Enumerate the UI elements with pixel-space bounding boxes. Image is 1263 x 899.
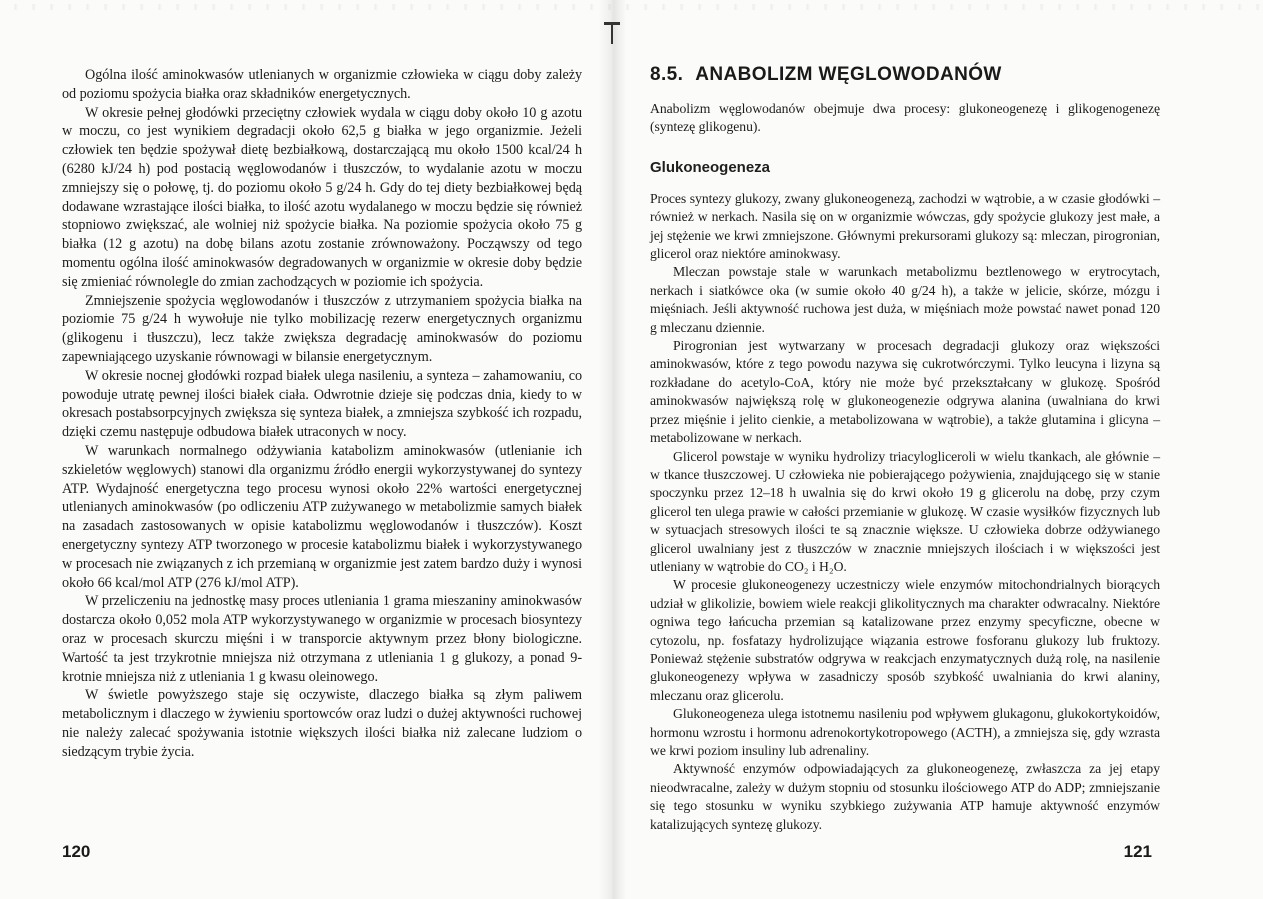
left-paragraph-7: W świetle powyższego staje się oczywiste, dlaczego białka są złym paliwem metabolicznym i dlaczego w żywieniu sportowców oraz ludzi o dużej aktywności ruchowej nie należy zalecać spożywania istotnie większych ilości białka niż zalecane ludziom o siedzącym trybie życia. xyxy=(62,687,582,760)
left-paragraph-5: W warunkach normalnego odżywiania katabolizm aminokwasów (utlenianie ich szkieletów węglowych) stanowi dla organizmu źródło energii wykorzystywanej do syntezy ATP. Wydajność energetyczna tego procesu wynosi około 22% wartości energetycznej utlenianych aminokwasów (po odliczeniu ATP zużywanego w metabolizmie samych białek na zasadach zastosowanych w opisie katabolizmu węglowodanów i tłuszczów). Koszt energetyczny syntezy ATP tworzonego w procesie katabolizmu białek i wykorzystywanego w procesach nie związanych z ich przemianą w organizmie jest zatem bardzo duży i wynosi około 66 kcal/mol ATP (276 kJ/mol ATP). xyxy=(62,442,582,591)
right-paragraph-2: Mleczan powstaje stale w warunkach metabolizmu beztlenowego w erytrocytach, nerkach i siatkówce oka (w sumie około 40 g/24 h), a także w jelicie, skórze, mózgu i mięśniach. Jeśli aktywność ruchowa jest duża, w mięśniach może powstać nawet ponad 120 g mleczanu dziennie. xyxy=(650,264,1160,335)
right-page-text xyxy=(650,100,1160,834)
right-paragraph-7: Aktywność enzymów odpowiadających za glukoneogenezę, zwłaszcza za jej etapy nieodwracalne, zależy w dużym stopniu od stosunku ilościowego ATP do ADP; zmniejszanie się tego stosunku w wyniku szybkiego zużywania ATP hamuje aktywność enzymów katalizujących syntezę glukozy. xyxy=(650,761,1160,832)
book-gutter xyxy=(598,0,626,899)
right-page xyxy=(650,0,1160,899)
left-paragraph-1: Ogólna ilość aminokwasów utlenianych w organizmie człowieka w ciągu doby zależy od poziomu spożycia białka oraz składników energetycznych. xyxy=(62,67,582,102)
left-page-text xyxy=(62,66,582,761)
right-paragraph-5: W procesie glukoneogenezy uczestniczy wiele enzymów mitochondrialnych biorących udział w glikolizie, bowiem wiele reakcji glikolitycznych ma charakter odwracalny. Niektóre ogniwa tego łańcucha przemian są katalizowane przez enzymy specyficzne, obecne w cytozolu, np. fosfatazy hydrolizujące wiązania estrowe fosforanu glukozy lub fruktozy. Ponieważ stężenie substratów odgrywa w reakcjach enzymatycznych dużą rolę, na nasilenie glukoneogenezy wpływa w zasadniczy sposób szybkość uwalniania do krwi alaniny, mleczanu oraz glicerolu. xyxy=(650,577,1160,703)
right-paragraph-1: Proces syntezy glukozy, zwany glukoneogenezą, zachodzi w wątrobie, a w czasie głodówki – również w nerkach. Nasila się on w organizmie wówczas, gdy spożycie glukozy jest małe, a jej stężenie we krwi zmniejszone. Głównymi prekursorami glukozy są: mleczan, pirogronian, glicerol oraz niektóre aminokwasy. xyxy=(650,190,1160,262)
left-paragraph-6: W przeliczeniu na jednostkę masy proces utleniania 1 grama mieszaniny aminokwasów dostarcza około 0,052 mola ATP wykorzystywanego w organizmie w procesach biosyntezy oraz w procesach skurczu mięśni i w transporcie aktywnym przez błony biologiczne. Wartość ta jest trzykrotnie mniejsza niż otrzymana z utleniania 1 g glukozy, a ponad 9-krotnie mniejsza niż z utleniania 1 g kwasu oleinowego. xyxy=(62,593,582,685)
right-paragraph-6: Glukoneogeneza ulega istotnemu nasileniu pod wpływem glukagonu, glukokortykoidów, hormonu wzrostu i hormonu adrenokortykotropowego (ACTH), a zmniejsza się, gdy wzrasta we krwi poziom insuliny lub adrenaliny. xyxy=(650,706,1160,758)
chapter-number: 8.5. xyxy=(650,64,684,85)
right-paragraph-3: Pirogronian jest wytwarzany w procesach degradacji glukozy oraz większości aminokwasów, które z tego powodu nazywa się cukrotwórczymi. Tylko leucyna i lizyna są rozkładane do acetylo-CoA, który nie może być przekształcany w glukozę. Spośród aminokwasów największą rolę w glukoneogenezie odgrywa alanina (uwalniana do krwi przez mięśnie i jelito cienkie, a metabolizowana w wątrobie), a także glutamina i glicyna – metabolizowane w nerkach. xyxy=(650,338,1160,446)
left-page-number: 120 xyxy=(62,842,91,861)
chapter-intro: Anabolizm węglowodanów obejmuje dwa procesy: glukoneogenezę i glikogenogenezę (syntezę glikogenu). xyxy=(650,101,1160,135)
chapter-heading xyxy=(650,64,1002,86)
gutter-mark-stem xyxy=(611,22,613,44)
right-page-number: 121 xyxy=(1123,842,1152,861)
left-paragraph-2: W okresie pełnej głodówki przeciętny człowiek wydala w ciągu doby około 10 g azotu w moczu, co jest wynikiem degradacji około 62,5 g białka w jego organizmie. Jeżeli człowiek ten będzie spożywał dietę bezbiałkową, dostarczającą mu około 1500 kcal/24 h (6280 kJ/24 h) pod postacią węglowodanów i tłuszczów, to wydalanie azotu w moczu zmniejszy się o połowę, tj. do poziomu około 5 g/24 h. Gdy do tej diety bezbiałkowej będą dodawane wzrastające ilości białka, to ilość azotu wydalanego w moczu będzie się również stopniowo zwiększać, ale wolniej niż spożycie białka. Na poziomie spożycia około 75 g białka (12 g azotu) na dobę bilans azotu zostanie zrównoważony. Począwszy od tego momentu ogólna ilość aminokwasów degradowanych w organizmie w okresie doby będzie się zmieniać równolegle do zmian zachodzących w poziomie ich spożycia. xyxy=(62,104,582,290)
left-page xyxy=(62,0,582,899)
left-paragraph-4: W okresie nocnej głodówki rozpad białek ulega nasileniu, a synteza – zahamowaniu, co powoduje utratę pewnej ilości białek ciała. Odwrotnie dzieje się podczas dnia, kiedy to w okresach postabsorpcyjnych zwiększa się synteza białek, a zmniejsza szybkość ich rozpadu, dzięki czemu następuje odbudowa białek utraconych w nocy. xyxy=(62,367,582,441)
section-title: Glukoneogeneza xyxy=(650,158,771,176)
right-paragraph-4: Glicerol powstaje w wyniku hydrolizy triacylogliceroli w wielu tkankach, ale głównie – w tkance tłuszczowej. U człowieka nie pobierającego pożywienia, znajdującego się w stanie spoczynku przez 12–18 h uwalnia się do krwi około 19 g glicerolu na dobę, przy czym glicerol ten ulega prawie w całości przemianie w glukozę. W czasie wysiłków fizycznych lub w sytuacjach stresowych ilości te są znacznie większe. U człowieka dobrze odżywianego glicerol uwalniany jest z tłuszczów w znacznie mniejszych ilościach i w większości jest utleniany w wątrobie do CO₂ i H₂O. xyxy=(650,448,1160,574)
left-paragraph-3: Zmniejszenie spożycia węglowodanów i tłuszczów z utrzymaniem spożycia białka na poziomie 75 g/24 h wywołuje nie tylko mobilizację rezerw energetycznych organizmu (glikogenu i tłuszczu), lecz także zwiększa degradację aminokwasów do poziomu zapewniającego uzyskanie równowagi w bilansie energetycznym. xyxy=(62,292,582,365)
chapter-title: ANABOLIZM WĘGLOWODANÓW xyxy=(695,64,1002,85)
